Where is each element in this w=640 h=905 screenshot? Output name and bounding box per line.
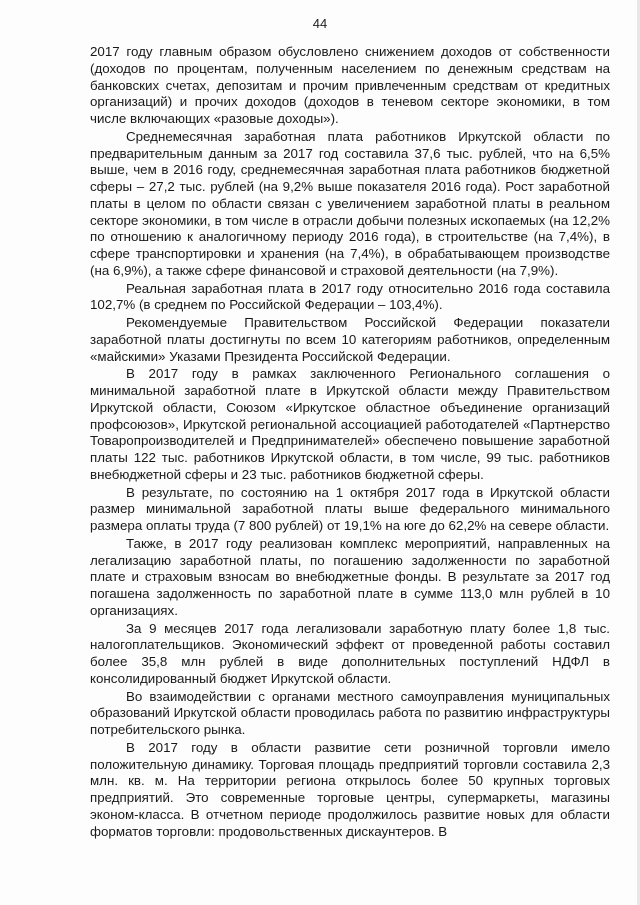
paragraph: За 9 месяцев 2017 года легализовали заработную плату более 1,8 тыс. налогоплательщиков. Экономический эффект от проведенной работы составил более 35,8 млн рублей в виде дополнительных поступлений НДФЛ в консолидированный бюджет Иркутской области. — [90, 620, 610, 686]
paragraph: В 2017 году в области развитие сети розничной торговли имело положительную динамику. Торговая площадь предприятий торговли составила 2,3 млн. кв. м. На территории региона открылось более 50 крупных торговых предприятий. Это современные торговые центры, супермаркеты, магазины эконом-класса. В отчетном периоде продолжилось развитие новых для области форматов торговли: продовольственных дискаунтеров. В — [90, 739, 610, 839]
paragraph: Также, в 2017 году реализован комплекс мероприятий, направленных на легализацию заработной платы, по погашению задолженности по заработной плате и страховым взносам во внебюджетные фонды. В результате за 2017 год погашена задолженность по заработной плате в сумме 113,0 млн рублей в 10 организациях. — [90, 535, 610, 618]
paragraph: Рекомендуемые Правительством Российской Федерации показатели заработной платы достигнуты по всем 10 категориям работников, определенным «майскими» Указами Президента Российской Федерации. — [90, 315, 610, 364]
paragraph: Во взаимодействии с органами местного самоуправления муниципальных образований Иркутской области проводилась работа по развитию инфраструктуры потребительского рынка. — [90, 688, 610, 737]
paragraph-continued: 2017 году главным образом обусловлено снижением доходов от собственности (доходов по процентам, полученным населением по денежным средствам на банковских счетах, депозитам и прочим привлеченным средствам от кредитных организаций) и прочих доходов (доходов в теневом секторе экономики, в том числе включающих «разовые доходы»). — [90, 44, 610, 126]
body-text — [90, 44, 610, 841]
paragraph: Реальная заработная плата в 2017 году относительно 2016 года составила 102,7% (в среднем по Российской Федерации – 103,4%). — [90, 280, 610, 313]
paragraph: Среднемесячная заработная плата работников Иркутской области по предварительным данным за 2017 год составила 37,6 тыс. рублей, что на 6,5% выше, чем в 2016 году, среднемесячная заработная плата работников бюджетной сферы – 27,2 тыс. рублей (на 9,2% выше показателя 2016 года). Рост заработной платы в целом по области связан с увеличением заработной платы в реальном секторе экономики, в том числе в отрасли добычи полезных ископаемых (на 12,2% по отношению к аналогичному периоду 2016 года), в строительстве (на 7,4%), в сфере транспортировки и хранения (на 7,4%), в обрабатывающем производстве (на 6,9%), а также сфере финансовой и страховой деятельности (на 7,9%). — [90, 128, 610, 278]
paragraph: В 2017 году в рамках заключенного Регионального соглашения о минимальной заработной плате в Иркутской области между Правительством Иркутской области, Союзом «Иркутское областное объединение организаций профсоюзов», Иркутской региональной ассоциацией работодателей «Партнерство Товаропроизводителей и Предпринимателей» обеспечено повышение заработной платы 122 тыс. работников Иркутской области, в том числе, 99 тыс. работников внебюджетной сферы и 23 тыс. работников бюджетной сферы. — [90, 366, 610, 482]
page-number: 44 — [312, 16, 328, 31]
paragraph: В результате, по состоянию на 1 октября 2017 года в Иркутской области размер минимальной заработной платы выше федерального минимального размера оплаты труда (7 800 рублей) от 19,1% на юге до 62,2% на севере области. — [90, 484, 610, 533]
